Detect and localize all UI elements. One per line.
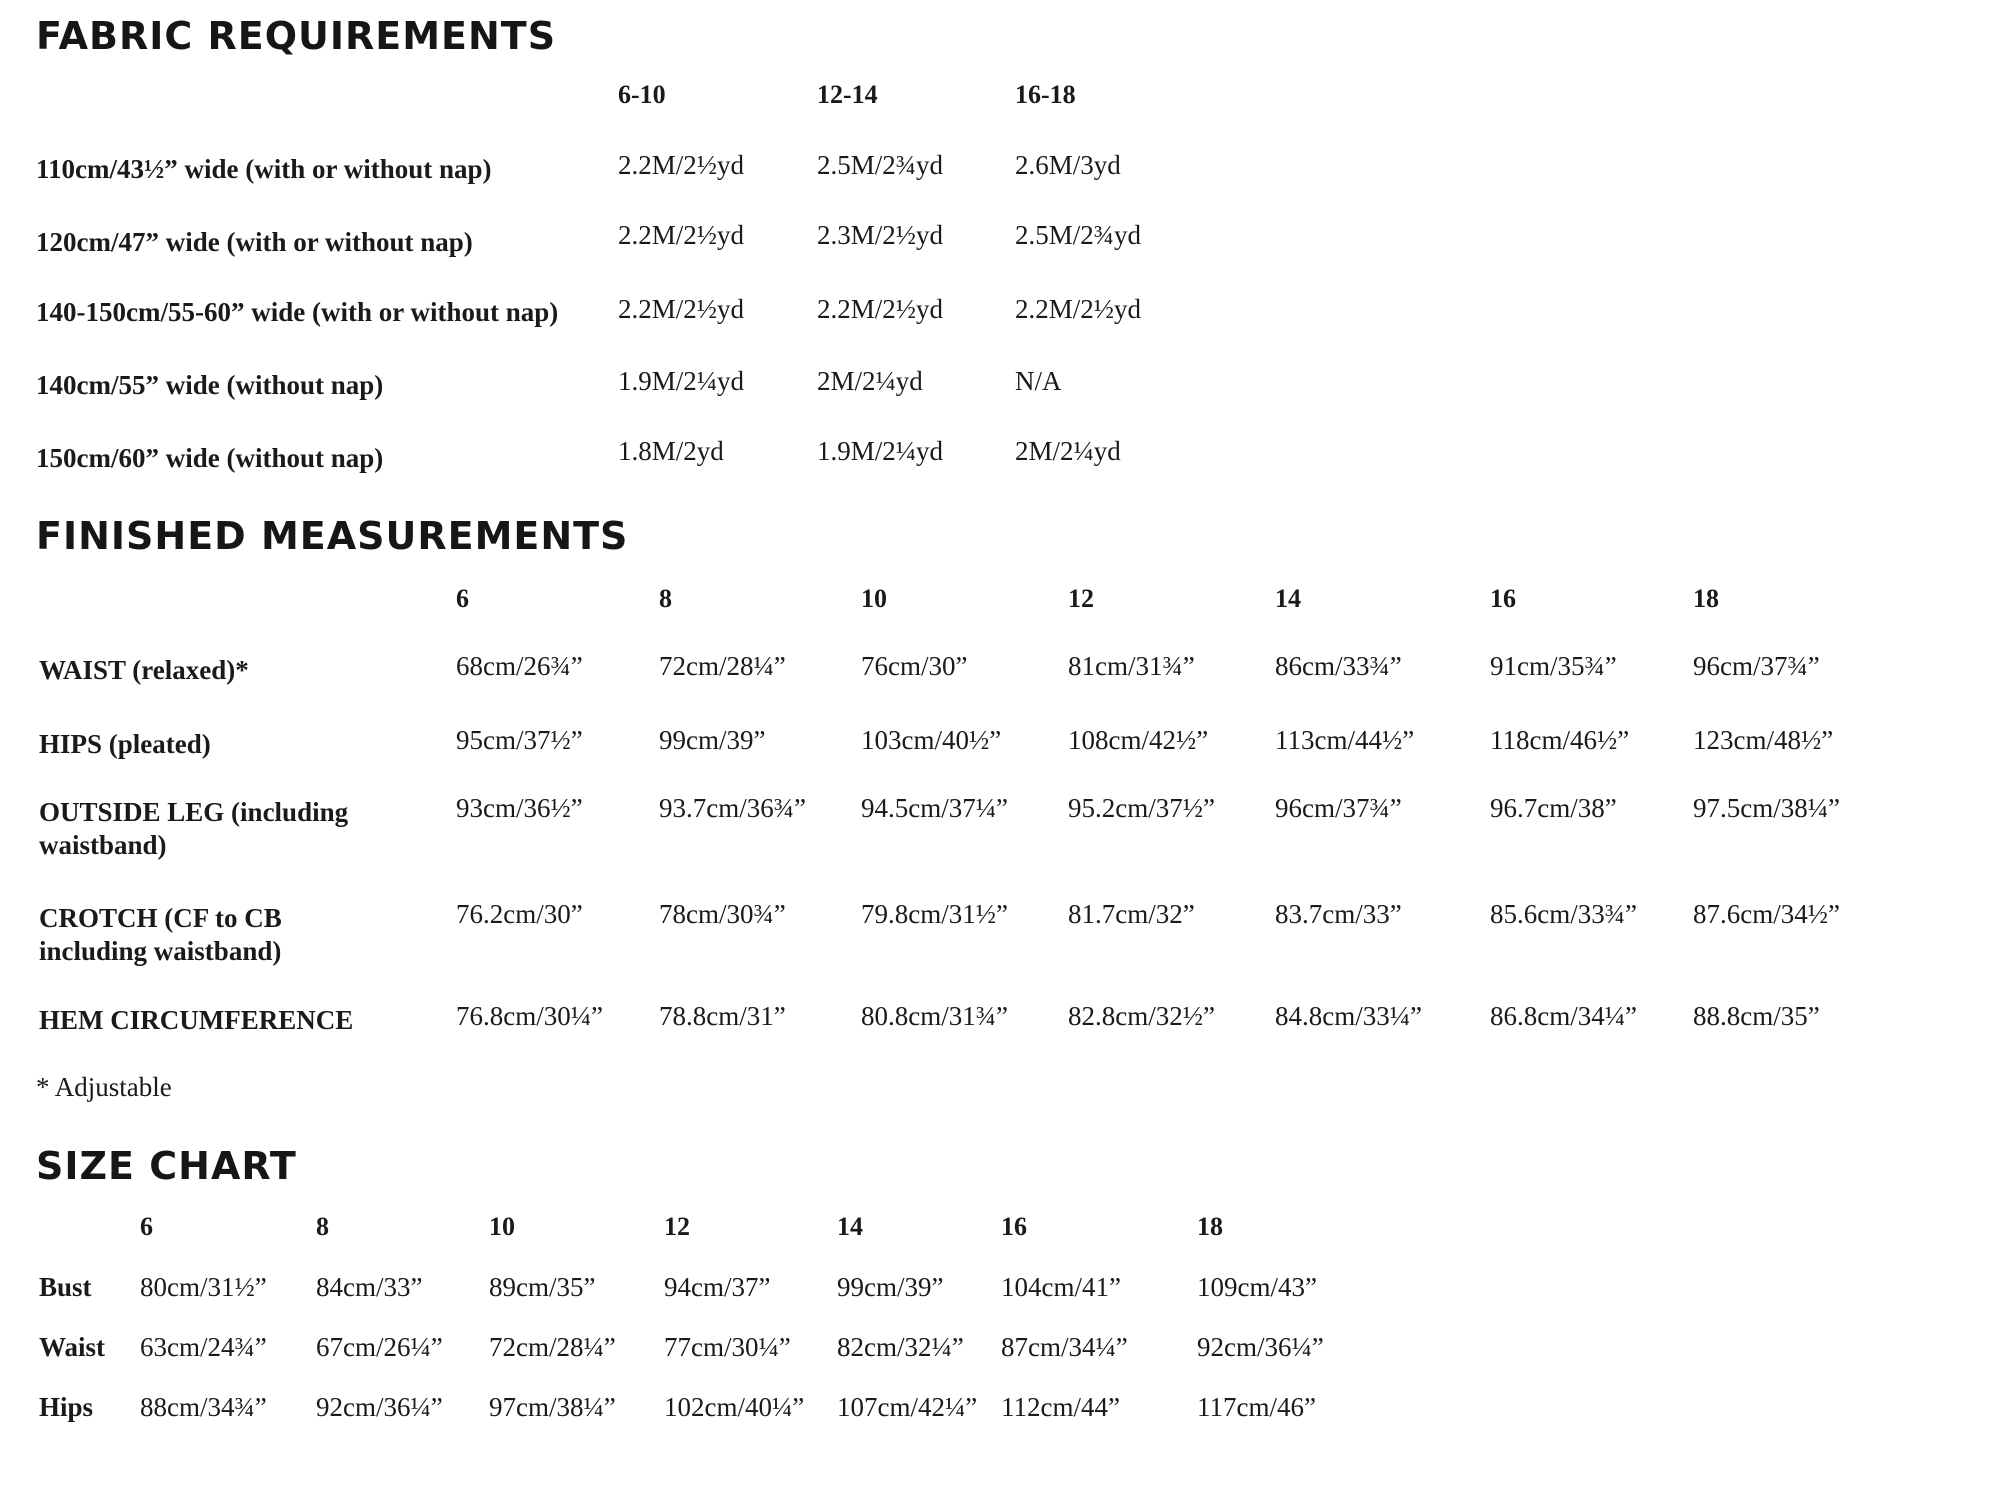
measurement-cell: 86cm/33¾”: [1275, 651, 1402, 681]
measurement-cell: 96.7cm/38”: [1490, 793, 1617, 823]
body-measurement-cell: 107cm/42¼”: [837, 1392, 978, 1422]
fabric-yardage-cell: 2.2M/2½yd: [1015, 294, 1142, 324]
fabric-size-header: 6-10: [618, 80, 666, 109]
fabric-yardage-cell: 1.9M/2¼yd: [817, 436, 944, 466]
body-measurement-cell: 117cm/46”: [1197, 1392, 1316, 1422]
measurement-cell: 108cm/42½”: [1068, 725, 1209, 755]
body-measurement-cell: 104cm/41”: [1001, 1272, 1121, 1302]
measurement-cell: 103cm/40½”: [861, 725, 1002, 755]
measurement-cell: 93cm/36½”: [456, 793, 583, 823]
measurement-cell: 99cm/39”: [659, 725, 766, 755]
body-measurement-label: Waist: [39, 1332, 106, 1362]
size-chart-heading: SIZE CHART: [36, 1144, 297, 1188]
finished-size-header: 14: [1275, 584, 1301, 613]
body-measurement-cell: 80cm/31½”: [140, 1272, 267, 1302]
body-measurement-cell: 102cm/40¼”: [664, 1392, 805, 1422]
measurement-cell: 76.2cm/30”: [456, 899, 583, 929]
size-chart-size-header: 10: [489, 1212, 515, 1241]
finished-size-header: 16: [1490, 584, 1516, 613]
body-measurement-cell: 72cm/28¼”: [489, 1332, 616, 1362]
measurement-cell: 95.2cm/37½”: [1068, 793, 1215, 823]
fabric-yardage-cell: 1.9M/2¼yd: [618, 366, 745, 396]
measurement-cell: 123cm/48½”: [1693, 725, 1834, 755]
measurement-cell: 86.8cm/34¼”: [1490, 1001, 1637, 1031]
measurement-label: including waistband): [39, 936, 282, 966]
body-measurement-label: Bust: [39, 1272, 92, 1302]
measurement-cell: 78.8cm/31”: [659, 1001, 786, 1031]
measurement-cell: 81.7cm/32”: [1068, 899, 1195, 929]
body-measurement-cell: 82cm/32¼”: [837, 1332, 964, 1362]
body-measurement-cell: 99cm/39”: [837, 1272, 944, 1302]
measurement-label: WAIST (relaxed)*: [39, 655, 249, 685]
measurement-cell: 93.7cm/36¾”: [659, 793, 806, 823]
size-chart-size-header: 14: [837, 1212, 863, 1241]
fabric-yardage-cell: 2.2M/2½yd: [618, 220, 745, 250]
finished-size-header: 18: [1693, 584, 1719, 613]
measurement-cell: 94.5cm/37¼”: [861, 793, 1008, 823]
measurement-label: CROTCH (CF to CB: [39, 903, 282, 933]
measurement-cell: 96cm/37¾”: [1693, 651, 1820, 681]
measurement-label: OUTSIDE LEG (including: [39, 797, 349, 827]
body-measurement-cell: 67cm/26¼”: [316, 1332, 443, 1362]
measurement-label: HEM CIRCUMFERENCE: [39, 1005, 354, 1035]
measurement-label: HIPS (pleated): [39, 729, 211, 759]
fabric-yardage-cell: 2.5M/2¾yd: [817, 150, 944, 180]
fabric-yardage-cell: 2.5M/2¾yd: [1015, 220, 1142, 250]
body-measurement-cell: 94cm/37”: [664, 1272, 771, 1302]
fabric-yardage-cell: 1.8M/2yd: [618, 436, 724, 466]
fabric-width-label: 140cm/55” wide (without nap): [36, 370, 384, 400]
body-measurement-label: Hips: [39, 1392, 94, 1422]
measurement-cell: 118cm/46½”: [1490, 725, 1630, 755]
body-measurement-cell: 63cm/24¾”: [140, 1332, 267, 1362]
fabric-yardage-cell: N/A: [1015, 366, 1062, 396]
body-measurement-cell: 97cm/38¼”: [489, 1392, 616, 1422]
fabric-width-label: 120cm/47” wide (with or without nap): [36, 227, 473, 257]
measurement-cell: 81cm/31¾”: [1068, 651, 1195, 681]
size-chart-size-header: 18: [1197, 1212, 1223, 1241]
fabric-width-label: 150cm/60” wide (without nap): [36, 443, 384, 473]
measurement-cell: 78cm/30¾”: [659, 899, 786, 929]
body-measurement-cell: 112cm/44”: [1001, 1392, 1120, 1422]
size-chart-size-header: 6: [140, 1212, 153, 1241]
fabric-yardage-cell: 2.2M/2½yd: [618, 150, 745, 180]
measurement-cell: 80.8cm/31¾”: [861, 1001, 1008, 1031]
fabric-yardage-cell: 2.3M/2½yd: [817, 220, 944, 250]
finished-size-header: 12: [1068, 584, 1094, 613]
fabric-yardage-cell: 2.6M/3yd: [1015, 150, 1121, 180]
measurement-cell: 84.8cm/33¼”: [1275, 1001, 1422, 1031]
fabric-size-header: 16-18: [1015, 80, 1076, 109]
fabric-yardage-cell: 2M/2¼yd: [817, 366, 923, 396]
body-measurement-cell: 92cm/36¼”: [316, 1392, 443, 1422]
measurement-cell: 76.8cm/30¼”: [456, 1001, 603, 1031]
measurement-cell: 96cm/37¾”: [1275, 793, 1402, 823]
fabric-yardage-cell: 2M/2¼yd: [1015, 436, 1121, 466]
size-chart-size-header: 16: [1001, 1212, 1027, 1241]
measurement-cell: 113cm/44½”: [1275, 725, 1415, 755]
measurement-label: waistband): [39, 830, 167, 860]
finished-size-header: 6: [456, 584, 469, 613]
fabric-width-label: 110cm/43½” wide (with or without nap): [36, 154, 492, 184]
fabric-yardage-cell: 2.2M/2½yd: [618, 294, 745, 324]
measurement-cell: 95cm/37½”: [456, 725, 583, 755]
finished-measurements-heading: FINISHED MEASUREMENTS: [36, 514, 629, 558]
body-measurement-cell: 87cm/34¼”: [1001, 1332, 1128, 1362]
finished-size-header: 10: [861, 584, 887, 613]
body-measurement-cell: 109cm/43”: [1197, 1272, 1317, 1302]
body-measurement-cell: 77cm/30¼”: [664, 1332, 791, 1362]
fabric-yardage-cell: 2.2M/2½yd: [817, 294, 944, 324]
body-measurement-cell: 89cm/35”: [489, 1272, 596, 1302]
fabric-requirements-heading: FABRIC REQUIREMENTS: [36, 14, 557, 58]
size-chart-size-header: 8: [316, 1212, 329, 1241]
measurement-cell: 83.7cm/33”: [1275, 899, 1402, 929]
size-chart-size-header: 12: [664, 1212, 690, 1241]
measurement-cell: 87.6cm/34½”: [1693, 899, 1840, 929]
fabric-size-header: 12-14: [817, 80, 878, 109]
measurement-cell: 85.6cm/33¾”: [1490, 899, 1637, 929]
body-measurement-cell: 88cm/34¾”: [140, 1392, 267, 1422]
fabric-width-label: 140-150cm/55-60” wide (with or without nap): [36, 297, 559, 327]
measurement-cell: 72cm/28¼”: [659, 651, 786, 681]
body-measurement-cell: 84cm/33”: [316, 1272, 423, 1302]
measurement-cell: 82.8cm/32½”: [1068, 1001, 1215, 1031]
measurement-cell: 88.8cm/35”: [1693, 1001, 1820, 1031]
adjustable-footnote: * Adjustable: [36, 1072, 172, 1102]
measurement-cell: 79.8cm/31½”: [861, 899, 1008, 929]
measurement-cell: 68cm/26¾”: [456, 651, 583, 681]
measurement-cell: 97.5cm/38¼”: [1693, 793, 1840, 823]
finished-size-header: 8: [659, 584, 672, 613]
measurement-cell: 91cm/35¾”: [1490, 651, 1617, 681]
body-measurement-cell: 92cm/36¼”: [1197, 1332, 1324, 1362]
measurement-cell: 76cm/30”: [861, 651, 968, 681]
